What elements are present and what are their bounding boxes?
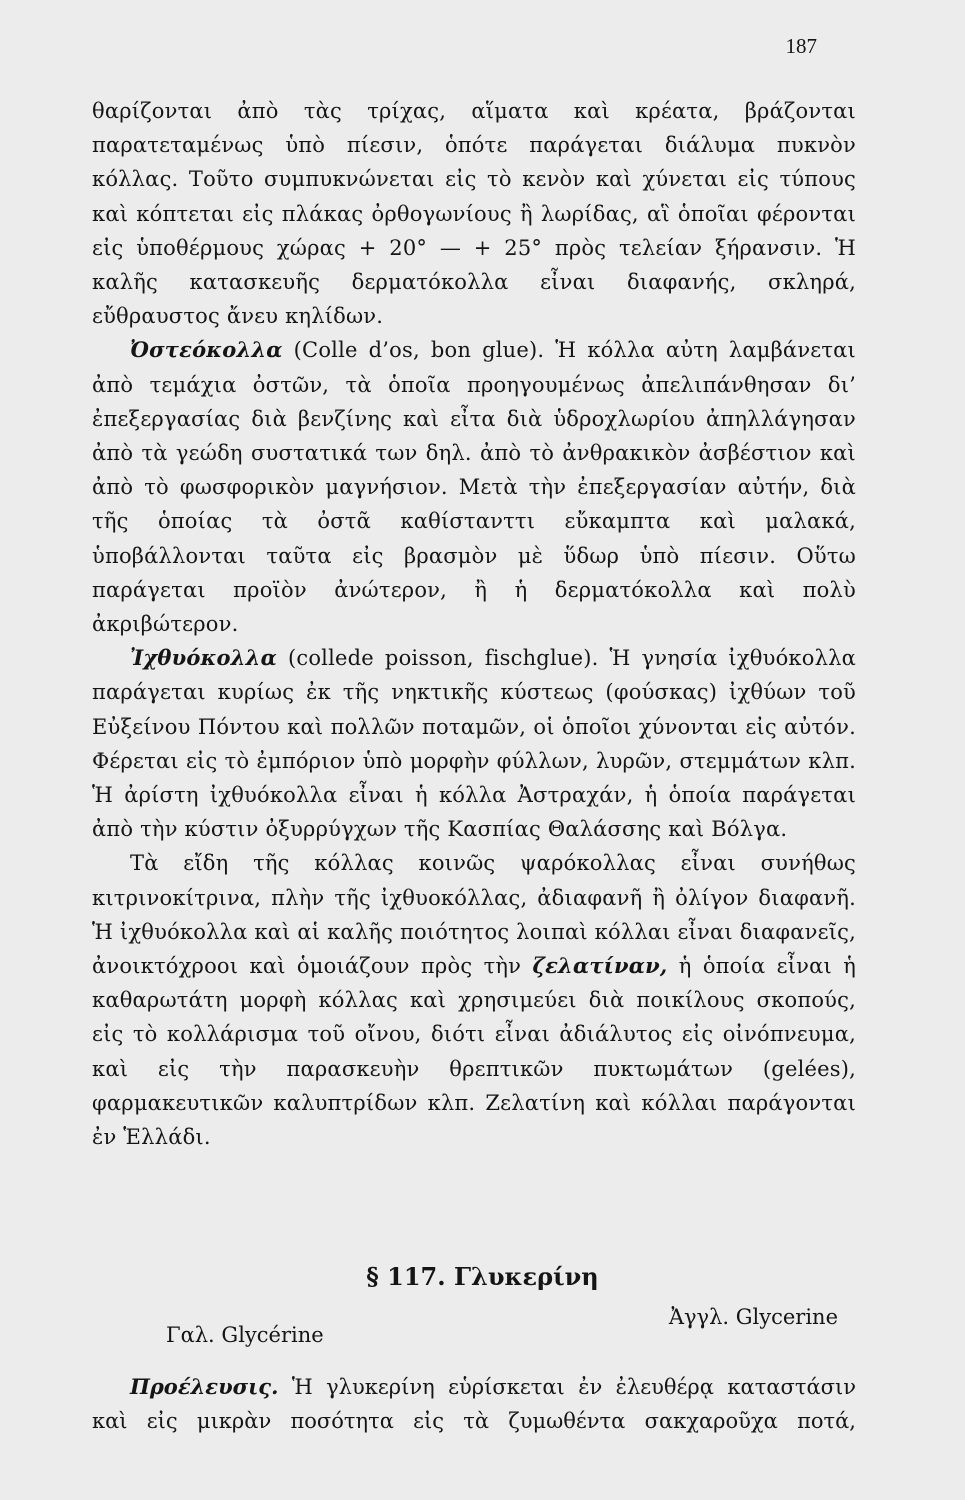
body-text: [92, 94, 856, 1154]
term-bone-glue: Ὀστεόκολλα: [130, 337, 283, 363]
paragraph-text: Ἡ γλυκερίνη εὑρίσκεται ἐν ἐλευθέρᾳ καταστάσιν καὶ εἰς μικρὰν ποσότητα εἰς τὰ ζυμωθέντα σακχαροῦχα ποτά,: [92, 1375, 856, 1434]
section-heading: § 117. Γλυκερίνη: [366, 1262, 599, 1291]
paragraph-text: θαρίζονται ἀπὸ τὰς τρίχας, αἵματα καὶ κρέατα, βράζονται παρατεταμένως ὑπὸ πίεσιν, ὁπότε παράγεται διάλυμα πυκνὸν κόλλας. Τοῦτο συμπυκνώνεται εἰς τὸ κενὸν καὶ χύνεται εἰς τύπους καὶ κόπτεται εἰς πλάκας ὀρθογωνίους ἢ λωρίδας, αἳ ὁποῖαι φέρονται εἰς ὑποθέρμους χώρας + 20° — + 25° πρὸς τελείαν ξήρανσιν. Ἡ καλῆς κατασκευῆς δερματόκολλα εἶναι διαφανής, σκληρά, εὔθραυστος ἄνευ κηλίδων.: [92, 99, 856, 329]
term-origin: Προέλευσις.: [130, 1374, 279, 1399]
paragraph-bone-glue: [92, 333, 856, 641]
page-number: 187: [785, 34, 817, 58]
paragraph-text: (Colle d’os, bon glue). Ἡ κόλλα αὐτη λαμβάνεται ἀπὸ τεμάχια ὀστῶν, τὰ ὁποῖα προηγουμένως ἀπελιπάνθησαν δι’ ἐπεξεργασίας διὰ βενζίνης καὶ εἶτα διὰ ὑδροχλωρίου ἀπηλλάγησαν ἀπὸ τὰ γεώδη συστατικά των δηλ. ἀπὸ τὸ ἀνθρακικὸν ἀσβέστιον καὶ ἀπὸ τὸ φωσφορικὸν μαγνήσιον. Μετὰ τὴν ἐπεξεργασίαν αὐτήν, διὰ τῆς ὁποίας τὰ ὀστᾶ καθίστανττι εὔκαμπτα καὶ μαλακά, ὑποβάλλονται ταῦτα εἰς βρασμὸν μὲ ὕδωρ ὑπὸ πίεσιν. Οὕτω παράγεται προϊὸν ἀνώτερον, ἢ ἡ δερματόκολλα καὶ πολὺ ἀκριβώτερον.: [92, 338, 856, 637]
language-names: [92, 1305, 856, 1345]
paragraph-glue-types: [92, 846, 856, 1154]
english-name: Ἀγγλ. Glycerine: [668, 1305, 838, 1329]
paragraph-text: ἡ ὁποία εἶναι ἡ καθαρωτάτη μορφὴ κόλλας καὶ χρησιμεύει διὰ ποικίλους σκοπούς, εἰς τὸ κολλάρισμα τοῦ οἴνου, διότι εἶναι ἀδιάλυτος εἰς οἰνόπνευμα, καὶ εἰς τὴν παρασκευὴν θρεπτικῶν πυκτωμάτων (gelées), φαρμακευτικῶν καλυπτρίδων κλπ. Ζελατίνη καὶ κόλλαι παράγονται ἐν Ἑλλάδι.: [92, 954, 856, 1150]
paragraph-origin: [92, 1370, 856, 1438]
paragraph-glue-production: [92, 94, 856, 333]
term-gelatin: ζελατίναν,: [532, 953, 668, 979]
origin-paragraph: [92, 1370, 856, 1438]
paragraph-text: Τὰ εἴδη τῆς κόλλας κοινῶς ψαρόκολλας εἶναι συνήθως κιτρινοκίτρινα, πλὴν τῆς ἰχθυοκόλλας, ἀδιαφανῆ ἢ ὀλίγον διαφανῆ. Ἡ ἰχθυόκολλα καὶ αἱ καλῆς ποιότητος λοιπαὶ κόλλαι εἶναι διαφανεῖς, ἀνοικτόχροοι καὶ ὁμοιάζουν πρὸς τὴν: [92, 851, 856, 979]
term-fish-glue: Ἰχθυόκολλα: [130, 645, 277, 671]
paragraph-fish-glue: [92, 641, 856, 846]
paragraph-text: (collede poisson, fischglue). Ἡ γνησία ἰχθυόκολλα παράγεται κυρίως ἐκ τῆς νηκτικῆς κύστεως (φούσκας) ἰχθύων τοῦ Εὐξείνου Πόντου καὶ πολλῶν ποταμῶν, οἱ ὁποῖοι χύνονται εἰς αὐτόν. Φέρεται εἰς τὸ ἐμπόριον ὑπὸ μορφὴν φύλλων, λυρῶν, στεμμάτων κλπ. Ἡ ἀρίστη ἰχθυόκολλα εἶναι ἡ κόλλα Ἀστραχάν, ἡ ὁποία παράγεται ἀπὸ τὴν κύστιν ὀξυρρύγχων τῆς Κασπίας Θαλάσσης καὶ Βόλγα.: [92, 646, 856, 842]
french-name: Γαλ. Glycérine: [166, 1323, 324, 1347]
